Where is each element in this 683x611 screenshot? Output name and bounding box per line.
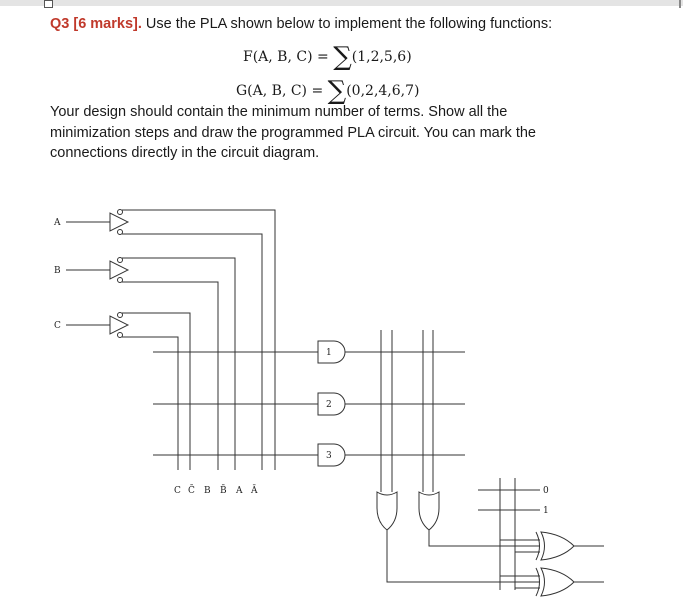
or-gate-1 xyxy=(377,492,397,530)
or-2-output xyxy=(429,530,540,546)
xor-gate-1 xyxy=(536,532,574,560)
f-terms: (1,2,5,6) xyxy=(351,49,412,65)
column-label-a-bar: Ā xyxy=(251,486,258,496)
column-label-a: A xyxy=(236,486,243,496)
f-sigma: ∑ xyxy=(333,42,352,72)
f-lhs: F(A, B, C) = xyxy=(243,49,334,65)
xor-input-label-0: 0 xyxy=(543,486,549,496)
column-label-c-bar: C̄ xyxy=(188,486,195,496)
and-label-2: 2 xyxy=(326,400,332,410)
input-label-a: A xyxy=(54,218,61,228)
buffer-b xyxy=(110,258,128,283)
question-prompt: Use the PLA shown below to implement the following functions: xyxy=(141,16,553,32)
wire-a-true xyxy=(122,210,275,470)
g-lhs: G(A, B, C) = xyxy=(236,83,328,99)
xor-input-label-1: 1 xyxy=(543,506,549,516)
buffer-a xyxy=(110,210,128,235)
wire-b-comp xyxy=(122,282,218,470)
column-label-c: C xyxy=(174,486,181,496)
or-gate-2 xyxy=(419,492,439,530)
xor-gate-2 xyxy=(536,568,574,596)
input-label-c: C xyxy=(54,321,61,331)
question-instructions: Your design should contain the minimum number of terms. Show all the minimization steps and draw the programmed PLA circuit. You can mark the connections directly in the circuit diagram. xyxy=(50,104,536,161)
g-sigma: ∑ xyxy=(327,76,347,106)
and-label-3: 3 xyxy=(326,451,332,461)
column-label-b-bar: B̄ xyxy=(220,486,227,496)
or-1-output xyxy=(387,530,540,582)
input-label-b: B xyxy=(54,266,61,276)
g-terms: (0,2,4,6,7) xyxy=(346,83,420,99)
buffer-c xyxy=(110,313,128,338)
question-number: Q3 [6 marks]. xyxy=(50,16,142,32)
and-label-1: 1 xyxy=(326,348,332,358)
column-label-b: B xyxy=(204,486,211,496)
